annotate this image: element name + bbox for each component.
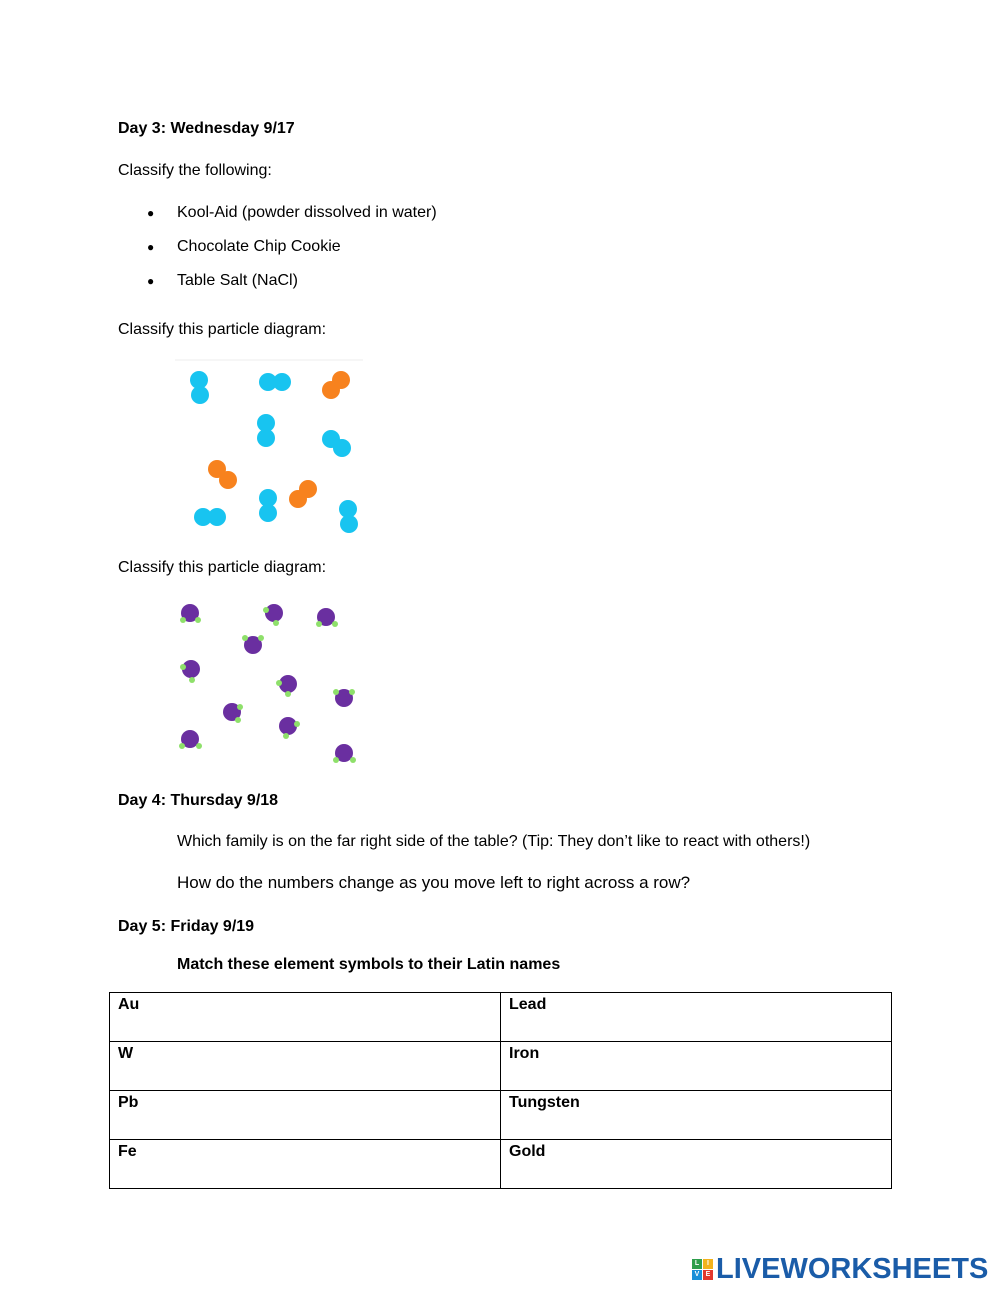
day3-instruction: Classify the following: [118, 162, 272, 179]
symbol-cell: Au [110, 993, 501, 1042]
name-cell: Tungsten [501, 1091, 892, 1140]
purple-molecule [333, 689, 355, 707]
blue-molecule [194, 508, 226, 526]
logo-letter: E [703, 1270, 713, 1280]
table-row [110, 1140, 892, 1189]
blue-molecule [322, 430, 351, 457]
purple-molecule [179, 730, 202, 749]
blue-molecule [339, 500, 358, 533]
purple-molecule [279, 717, 300, 739]
diagram2-label: Classify this particle diagram: [118, 559, 327, 576]
blue-molecule [190, 371, 209, 404]
orange-molecule [289, 480, 317, 508]
symbol-cell: Fe [110, 1140, 501, 1189]
name-cell: Gold [501, 1140, 892, 1189]
bullet-icon: ● [147, 206, 155, 220]
purple-molecule [263, 604, 283, 626]
element-match-table [109, 992, 892, 1189]
diagram1-label: Classify this particle diagram: [118, 321, 327, 338]
name-cell: Lead [501, 993, 892, 1042]
purple-molecule [276, 675, 297, 697]
purple-molecule [333, 744, 356, 763]
name-cell: Iron [501, 1042, 892, 1091]
orange-molecule [208, 460, 237, 489]
purple-molecule [242, 635, 264, 654]
logo-text: LIVEWORKSHEETS [716, 1252, 989, 1285]
logo-letter: V [692, 1270, 702, 1280]
particle-diagram-1 [175, 358, 365, 538]
bullet-icon: ● [147, 240, 155, 254]
purple-molecule [180, 660, 200, 683]
day5-heading: Day 5: Friday 9/19 [118, 918, 255, 935]
purple-molecule [223, 703, 243, 723]
orange-molecule [322, 371, 350, 399]
table-row [110, 993, 892, 1042]
list-item: Table Salt (NaCl) [177, 272, 298, 289]
blue-molecule [259, 373, 291, 391]
logo-letter: L [692, 1259, 702, 1269]
day3-heading: Day 3: Wednesday 9/17 [118, 120, 295, 137]
list-item: Chocolate Chip Cookie [177, 238, 341, 255]
logo-letter: I [703, 1259, 713, 1269]
table-row [110, 1091, 892, 1140]
liveworksheets-logo [692, 1254, 988, 1284]
day5-instruction: Match these element symbols to their Latin names [177, 956, 561, 973]
symbol-cell: W [110, 1042, 501, 1091]
purple-molecule [180, 604, 201, 623]
day4-heading: Day 4: Thursday 9/18 [118, 792, 279, 809]
purple-molecule [316, 608, 338, 627]
table-row [110, 1042, 892, 1091]
bullet-icon: ● [147, 274, 155, 288]
logo-grid-icon [692, 1259, 713, 1280]
symbol-cell: Pb [110, 1091, 501, 1140]
day4-question-2: How do the numbers change as you move left to right across a row? [177, 873, 691, 892]
day4-question-1: Which family is on the far right side of the table? (Tip: They don’t like to react with others!) [177, 833, 811, 850]
blue-molecule [259, 489, 277, 522]
list-item: Kool-Aid (powder dissolved in water) [177, 204, 437, 221]
particle-diagram-2 [175, 596, 365, 771]
blue-molecule [257, 414, 275, 447]
